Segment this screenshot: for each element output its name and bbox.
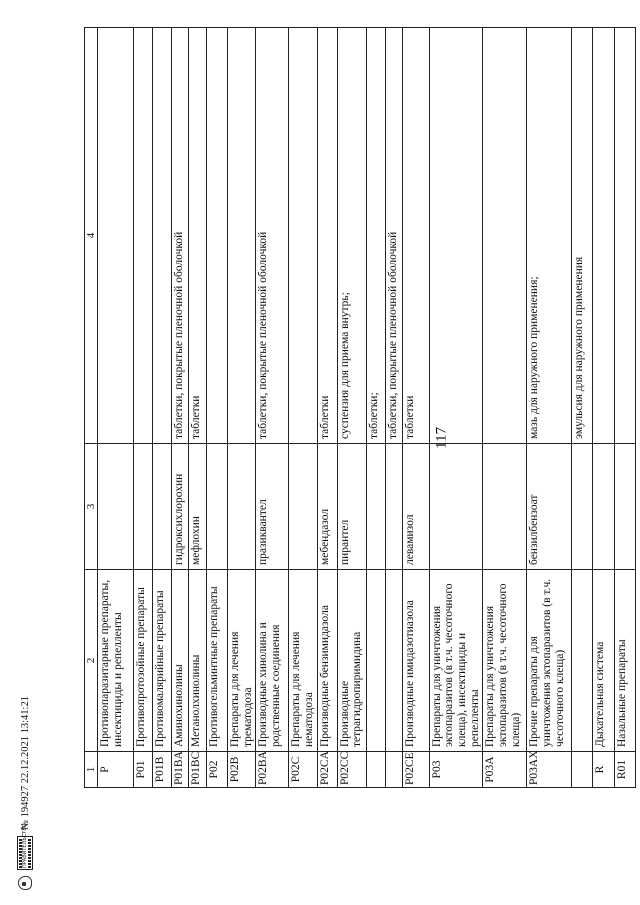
- dosage-form-cell: эмульсия для наружного применения: [572, 28, 593, 444]
- table-row: [429, 28, 483, 788]
- code-cell: P: [98, 752, 134, 788]
- table-row: [366, 28, 385, 788]
- table-row: [572, 28, 593, 788]
- code-cell: P01BC: [189, 752, 207, 788]
- dosage-form-cell: [134, 28, 153, 444]
- header-col-4: 4: [85, 28, 98, 444]
- code-cell: [572, 752, 593, 788]
- dosage-form-cell: [228, 28, 256, 444]
- drug-name-cell: пирантел: [337, 444, 366, 570]
- dosage-form-cell: таблетки, покрытые пленочной оболочкой: [256, 28, 289, 444]
- code-cell: [385, 752, 402, 788]
- coat-of-arms-icon: [18, 876, 32, 890]
- header-col-2: 2: [85, 570, 98, 752]
- table-row: [98, 28, 134, 788]
- table-row: [337, 28, 366, 788]
- dosage-form-cell: таблетки;: [366, 28, 385, 444]
- dosage-form-cell: суспензия для приема внутрь;: [337, 28, 366, 444]
- drug-name-cell: [366, 444, 385, 570]
- table-row: [593, 28, 615, 788]
- code-cell: P02B: [228, 752, 256, 788]
- drug-name-cell: [483, 444, 527, 570]
- code-cell: P02CA: [317, 752, 337, 788]
- table-row: [615, 28, 636, 788]
- drug-name-cell: бензилбензоат: [527, 444, 572, 570]
- code-cell: P03AX: [527, 752, 572, 788]
- code-cell: R01: [615, 752, 636, 788]
- code-cell: P01B: [153, 752, 172, 788]
- dosage-form-cell: [289, 28, 317, 444]
- table-row: [228, 28, 256, 788]
- code-cell: P02BA: [256, 752, 289, 788]
- code-cell: P03A: [483, 752, 527, 788]
- code-cell: P02: [207, 752, 228, 788]
- group-name-cell: [385, 570, 402, 752]
- code-cell: P03: [429, 752, 483, 788]
- drug-name-cell: гидроксихлорохин: [172, 444, 189, 570]
- drug-name-cell: [153, 444, 172, 570]
- group-name-cell: Противопротозойные препараты: [134, 570, 153, 752]
- code-cell: P02CE: [402, 752, 429, 788]
- table-row: [289, 28, 317, 788]
- table-row: [317, 28, 337, 788]
- group-name-cell: Прочие препараты для уничтожения эктопаразитов (в т.ч. чесоточного клеща): [527, 570, 572, 752]
- dosage-form-cell: [207, 28, 228, 444]
- group-name-cell: Препараты для лечения нематодоза: [289, 570, 317, 752]
- group-name-cell: Производные имидазотиазола: [402, 570, 429, 752]
- table-row: [207, 28, 228, 788]
- dosage-form-cell: [153, 28, 172, 444]
- government-stamp: [17, 823, 33, 870]
- drug-name-cell: [572, 444, 593, 570]
- drug-name-cell: [289, 444, 317, 570]
- drug-name-cell: [98, 444, 134, 570]
- group-name-cell: Производные хинолина и родственные соединения: [256, 570, 289, 752]
- group-name-cell: Препараты для уничтожения эктопаразитов (в т.ч. чесоточного клеща), инсектициды и репелленты: [429, 570, 483, 752]
- stamp-text: ПРАВИТЕЛЬСТВО: [21, 823, 28, 868]
- group-name-cell: Противомалярийные препараты: [153, 570, 172, 752]
- dosage-form-cell: мазь для наружного применения;: [527, 28, 572, 444]
- drug-name-cell: [228, 444, 256, 570]
- dosage-form-cell: таблетки: [317, 28, 337, 444]
- group-name-cell: Противогельминтные препараты: [207, 570, 228, 752]
- group-name-cell: Дыхательная система: [593, 570, 615, 752]
- group-name-cell: Назальные препараты: [615, 570, 636, 752]
- group-name-cell: Противопаразитарные препараты, инсектициды и репелленты: [98, 570, 134, 752]
- page-number: 117: [433, 427, 450, 449]
- drug-name-cell: [207, 444, 228, 570]
- group-name-cell: Аминохинолины: [172, 570, 189, 752]
- group-name-cell: [572, 570, 593, 752]
- dosage-form-cell: таблетки, покрытые пленочной оболочкой: [385, 28, 402, 444]
- table-row: [172, 28, 189, 788]
- drug-name-cell: празиквантел: [256, 444, 289, 570]
- code-cell: P02CC: [337, 752, 366, 788]
- dosage-form-cell: [98, 28, 134, 444]
- dosage-form-cell: [615, 28, 636, 444]
- table-row: [385, 28, 402, 788]
- drug-list-table: [84, 27, 636, 788]
- drug-name-cell: мебендазол: [317, 444, 337, 570]
- dosage-form-cell: [593, 28, 615, 444]
- code-cell: P02C: [289, 752, 317, 788]
- group-name-cell: Препараты для уничтожения эктопаразитов (в т.ч. чесоточного клеща): [483, 570, 527, 752]
- code-cell: R: [593, 752, 615, 788]
- code-cell: P01: [134, 752, 153, 788]
- table-row: [256, 28, 289, 788]
- group-name-cell: [366, 570, 385, 752]
- header-col-3: 3: [85, 444, 98, 570]
- registration-number: № 194927 22.12.2021 13:41:21: [19, 696, 31, 830]
- group-name-cell: Производные бензимидазола: [317, 570, 337, 752]
- code-cell: [366, 752, 385, 788]
- dosage-form-cell: таблетки, покрытые пленочной оболочкой: [172, 28, 189, 444]
- drug-name-cell: мефлохин: [189, 444, 207, 570]
- drug-name-cell: [385, 444, 402, 570]
- group-name-cell: Метанолхинолины: [189, 570, 207, 752]
- dosage-form-cell: таблетки: [189, 28, 207, 444]
- rotated-table: [84, 28, 629, 788]
- table-row: [153, 28, 172, 788]
- code-cell: P01BA: [172, 752, 189, 788]
- drug-name-cell: левамизол: [402, 444, 429, 570]
- dosage-form-cell: таблетки: [402, 28, 429, 444]
- table-body: [85, 28, 636, 788]
- table-row: [189, 28, 207, 788]
- drug-name-cell: [615, 444, 636, 570]
- table-row: [134, 28, 153, 788]
- drug-name-cell: [429, 444, 483, 570]
- document-footer: [12, 440, 38, 890]
- table-row: [527, 28, 572, 788]
- dosage-form-cell: [483, 28, 527, 444]
- table-row: [483, 28, 527, 788]
- drug-name-cell: [593, 444, 615, 570]
- table-row: [402, 28, 429, 788]
- group-name-cell: Производные тетрагидропиримидина: [337, 570, 366, 752]
- dosage-form-cell: [429, 28, 483, 444]
- header-row: [85, 28, 98, 788]
- header-col-1: 1: [85, 752, 98, 788]
- table-container: [84, 28, 629, 788]
- drug-name-cell: [134, 444, 153, 570]
- group-name-cell: Препараты для лечения трематодоза: [228, 570, 256, 752]
